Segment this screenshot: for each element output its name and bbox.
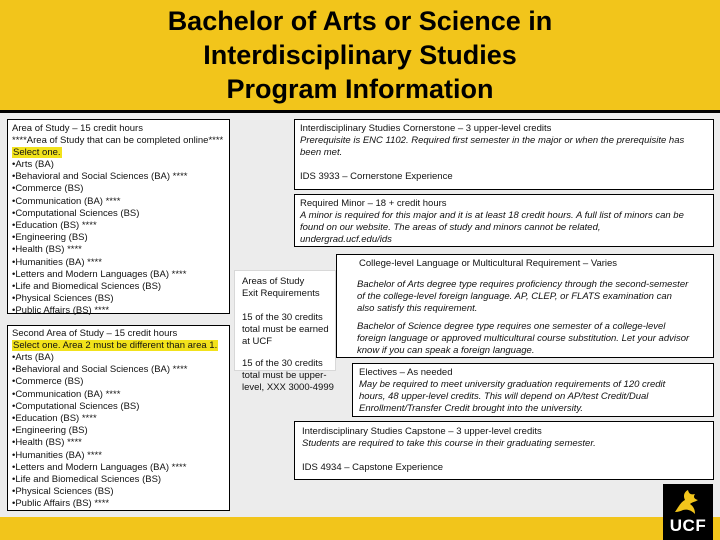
list-item: •Education (BS) **** [12,220,97,232]
exit-req-line: level, XXX 3000-4999 [242,382,334,394]
exit-req-line: 15 of the 30 credits [242,312,323,323]
cornerstone-heading: Interdisciplinary Studies Cornerstone – 3 upper-level credits [300,123,552,134]
note-line: Bachelor of Arts degree type requires proficiency through the second-semester [357,279,689,290]
minor-note [300,210,684,247]
area1-list [12,159,187,318]
list-item: •Engineering (BS) [12,425,88,437]
note-line: May be required to meet university graduation requirements of 120 credit [359,379,666,390]
note-line: know if you can speak a foreign language. [357,345,535,357]
title-line: Bachelor of Arts or Science in [167,6,553,36]
cornerstone-note [300,135,684,159]
list-item: •Behavioral and Social Sciences (BA) **** [12,364,188,376]
note-line: Enrollment/Transfer Credit brought into the university. [359,403,584,415]
list-item: •Public Affairs (BS) **** [12,305,110,317]
list-item: •Life and Biomedical Sciences (BS) [12,474,162,486]
exit-req-lower [242,358,334,395]
minor-heading: Required Minor – 18 + credit hours [300,198,447,209]
note-line: hours, 48 upper-level credits. This will depend on AP/test Credit/Dual [359,391,649,403]
second-select-wrap [12,340,218,352]
list-item: •Commerce (BS) [12,376,84,388]
list-item: •Life and Biomedical Sciences (BS) [12,281,162,293]
list-item: •Commerce (BS) [12,183,84,195]
title-line: Program Information [226,74,494,104]
footer-bar [0,517,720,540]
cornerstone-course: IDS 3933 – Cornerstone Experience [300,171,453,182]
exit-req-line: total must be earned [242,324,329,336]
list-item: •Humanities (BA) **** [12,449,102,461]
list-item: •Computational Sciences (BS) [12,207,140,219]
page-title [0,4,720,106]
electives-note [359,379,665,416]
bs-requirement [357,321,689,358]
minor-website-link[interactable]: undergrad.ucf.edu/ids [300,234,392,246]
area-of-study-heading: Area of Study – 15 credit hours [12,123,143,134]
ba-requirement [357,279,688,316]
note-line: been met. [300,147,343,159]
exit-title [242,276,320,300]
exit-req-line: at UCF [242,336,273,348]
note-line: found on our website. The areas of study and minors cannot be related, [300,222,601,234]
list-item: •Education (BS) **** [12,413,97,425]
capstone-note: Students are required to take this course in their graduating semester. [302,438,596,449]
exit-title-line: Exit Requirements [242,288,320,300]
note-line: also satisfy this requirement. [357,303,478,315]
list-item: •Letters and Modern Languages (BA) **** [12,268,187,280]
list-item: •Physical Sciences (BS) [12,486,114,498]
pegasus-icon [671,488,705,516]
select-instruction: Select one. [13,147,61,158]
ucf-logo [663,484,713,540]
list-item: •Physical Sciences (BS) [12,293,114,305]
language-heading: College-level Language or Multicultural Requirement – Varies [359,258,618,269]
note-line: Bachelor of Science degree type requires one semester of a college-level [357,321,666,332]
list-item: •Arts (BA) [12,159,54,170]
second-area-heading: Second Area of Study – 15 credit hours [12,328,178,339]
list-item: •Behavioral and Social Sciences (BA) **** [12,171,188,183]
capstone-heading: Interdisciplinary Studies Capstone – 3 upper-level credits [302,426,542,437]
note-line: A minor is required for this major and it is at least 18 credit hours. A full list of minors can be [300,210,684,221]
select-instruction-wrap [12,147,62,159]
note-line: Prerequisite is ENC 1102. Required first semester in the major or when the prerequisite has [300,135,685,146]
header-banner [0,0,720,110]
area2-list [12,352,187,511]
list-item: •Arts (BA) [12,352,54,363]
title-line: Interdisciplinary Studies [203,40,517,70]
note-line: foreign language or approved multicultural course substitution. Let your advisor [357,333,690,345]
online-note: ****Area of Study that can be completed online**** [12,135,224,146]
list-item: •Communication (BA) **** [12,388,121,400]
list-item: •Communication (BA) **** [12,195,121,207]
exit-title-line: Areas of Study [242,276,305,287]
list-item: •Humanities (BA) **** [12,256,102,268]
list-item: •Health (BS) **** [12,244,82,256]
second-select-instruction: Select one. Area 2 must be different than area 1. [13,340,218,351]
list-item: •Computational Sciences (BS) [12,400,140,412]
ucf-logo-text: UCF [669,516,707,535]
list-item: •Letters and Modern Languages (BA) **** [12,461,187,473]
exit-req-line: 15 of the 30 credits [242,358,323,369]
list-item: •Health (BS) **** [12,437,82,449]
note-line: of the college-level foreign language. AP, CLEP, or FLATS examination can [357,291,672,303]
electives-heading: Electives – As needed [359,367,453,378]
list-item: •Public Affairs (BS) **** [12,498,110,510]
exit-req-upper [242,312,329,349]
exit-req-line: total must be upper- [242,370,327,382]
list-item: •Engineering (BS) [12,232,88,244]
header-divider [0,110,720,113]
capstone-course: IDS 4934 – Capstone Experience [302,462,444,473]
